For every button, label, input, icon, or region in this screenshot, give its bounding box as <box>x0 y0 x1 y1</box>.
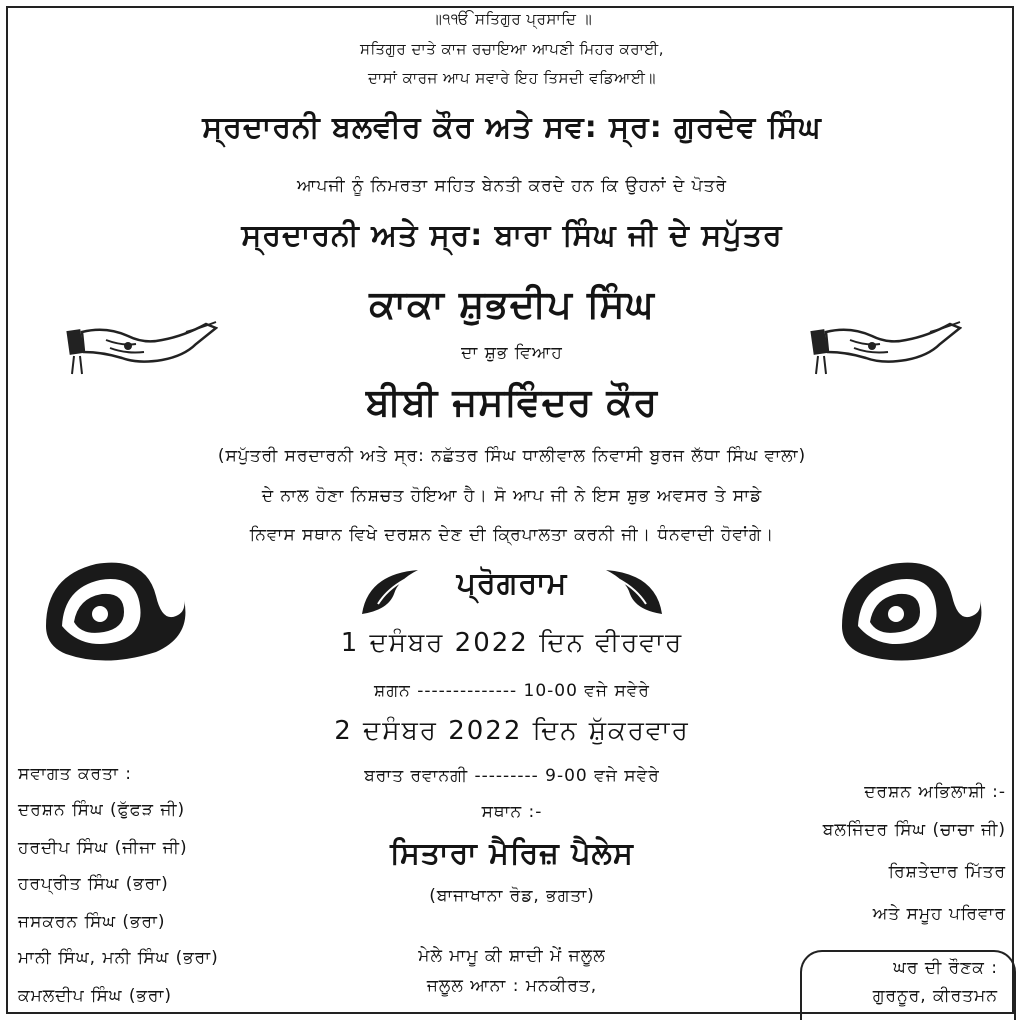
parents-names: ਸ੍ਰਦਾਰਨੀ ਅਤੇ ਸ੍ਰ: ਬਾਰਾ ਸਿੰਘ ਜੀ ਦੇ ਸਪੁੱਤਰ <box>241 218 783 253</box>
welcome-name: ਦਰਸ਼ਨ ਸਿੰਘ (ਫੁੱਫੜ ਜੀ) <box>18 800 186 820</box>
request-line: ਆਪਜੀ ਨੂੰ ਨਿਮਰਤਾ ਸਹਿਤ ਬੇਨਤੀ ਕਰਦੇ ਹਨ ਕਿ ਉਹਨਾਂ ਦੇ ਪੋਤਰੇ <box>296 176 727 196</box>
children-line-2: ਜਲੂਲ ਆਨਾ : ਮਨਕੀਰਤ, <box>426 976 598 996</box>
darshan-name: ਬਲਜਿੰਦਰ ਸਿੰਘ (ਚਾਚਾ ਜੀ) <box>822 820 1006 840</box>
grandparents-names: ਸ੍ਰਦਾਰਨੀ ਬਲਵੀਰ ਕੌਰ ਅਤੇ ਸਵ: ਸ੍ਰ: ਗੁਰਦੇਵ ਸਿੰਘ <box>202 110 822 145</box>
verse-line-1: ਸਤਿਗੁਰ ਦਾਤੇ ਕਾਜ ਰਚਾਇਆ ਆਪਣੀ ਮਿਹਰ ਕਰਾਈ, <box>360 40 664 58</box>
invite-line-2: ਨਿਵਾਸ ਸਥਾਨ ਵਿਖੇ ਦਰਸ਼ਨ ਦੇਣ ਦੀ ਕ੍ਰਿਪਾਲਤਾ ਕਰਨੀ ਜੀ। ਧੰਨਵਾਦੀ ਹੋਵਾਂਗੇ। <box>249 525 775 545</box>
day-1-date: 1 ਦਸੰਬਰ 2022 ਦਿਨ ਵੀਰਵਾਰ <box>340 628 684 658</box>
joined-hands-icon <box>810 318 962 378</box>
darshan-name: ਅਤੇ ਸਮੂਹ ਪਰਿਵਾਰ <box>872 904 1006 924</box>
welcome-name: ਜਸਕਰਨ ਸਿੰਘ (ਭਰਾ) <box>18 912 166 932</box>
program-title: ਪ੍ਰੋਗਰਾਮ <box>456 566 568 601</box>
children-line-1: ਮੇਲੇ ਮਾਮੂ ਕੀ ਸ਼ਾਦੀ ਮੇਂ ਜਲੂਲ <box>418 946 606 966</box>
mool-mantar: ॥੧ੴ ਸਤਿਗੁਰ ਪ੍ਰਸਾਦਿ ॥ <box>431 10 593 28</box>
groom-name: ਕਾਕਾ ਸ਼ੁਭਦੀਪ ਸਿੰਘ <box>369 282 655 326</box>
darshan-title: ਦਰਸ਼ਨ ਅਭਿਲਾਸ਼ੀ :- <box>864 782 1006 802</box>
welcome-name: ਕਮਲਦੀਪ ਸਿੰਘ (ਭਰਾ) <box>18 986 172 1006</box>
ghar-title: ਘਰ ਦੀ ਰੌਣਕ : <box>893 958 998 978</box>
day-2-date: 2 ਦਸੰਬਰ 2022 ਦਿਨ ਸ਼ੁੱਕਰਵਾਰ <box>334 716 690 746</box>
darshan-name: ਰਿਸ਼ਤੇਦਾਰ ਮਿੱਤਰ <box>888 862 1006 882</box>
welcome-name: ਹਰਪ੍ਰੀਤ ਸਿੰਘ (ਭਰਾ) <box>18 874 169 894</box>
welcome-name: ਮਾਨੀ ਸਿੰਘ, ਮਨੀ ਸਿੰਘ (ਭਰਾ) <box>18 948 219 968</box>
venue-address: (ਬਾਜਾਖਾਨਾ ਰੋਡ, ਭਗਤਾ) <box>429 886 595 906</box>
bride-parents: (ਸਪੁੱਤਰੀ ਸਰਦਾਰਨੀ ਅਤੇ ਸ੍ਰ: ਨਛੱਤਰ ਸਿੰਘ ਧਾਲੀਵਾਲ ਨਿਵਾਸੀ ਬੁਰਜ ਲੱਧਾ ਸਿੰਘ ਵਾਲਾ) <box>217 446 807 466</box>
joined-hands-icon <box>66 318 218 378</box>
welcome-name: ਹਰਦੀਪ ਸਿੰਘ (ਜੀਜਾ ਜੀ) <box>18 838 188 858</box>
venue-label: ਸਥਾਨ :- <box>481 802 543 822</box>
welcome-title: ਸਵਾਗਤ ਕਰਤਾ : <box>18 764 132 784</box>
invite-line-1: ਦੇ ਨਾਲ ਹੋਣਾ ਨਿਸ਼ਚਤ ਹੋਇਆ ਹੈ। ਸੋ ਆਪ ਜੀ ਨੇ ਇਸ ਸ਼ੁਭ ਅਵਸਰ ਤੇ ਸਾਡੇ <box>261 486 763 506</box>
venue-name: ਸਿਤਾਰਾ ਮੈਰਿਜ਼ ਪੈਲੇਸ <box>390 836 634 871</box>
verse-line-2: ਦਾਸਾਂ ਕਾਰਜ ਆਪ ਸਵਾਰੇ ਇਹ ਤਿਸਦੀ ਵਡਿਆਈ॥ <box>367 69 657 87</box>
event-1-shagan: ਸ਼ਗਨ -------------- 10-00 ਵਜੇ ਸਵੇਰੇ <box>374 681 650 701</box>
ghar-names: ਗੁਰਨੂਰ, ਕੀਰਤਮਨ <box>872 986 998 1006</box>
wedding-of-text: ਦਾ ਸ਼ੁਭ ਵਿਆਹ <box>461 343 563 363</box>
bride-name: ਬੀਬੀ ਜਸਵਿੰਦਰ ਕੌਰ <box>365 380 659 424</box>
event-2-baraat: ਬਰਾਤ ਰਵਾਨਗੀ --------- 9-00 ਵਜੇ ਸਵੇਰੇ <box>364 766 660 786</box>
